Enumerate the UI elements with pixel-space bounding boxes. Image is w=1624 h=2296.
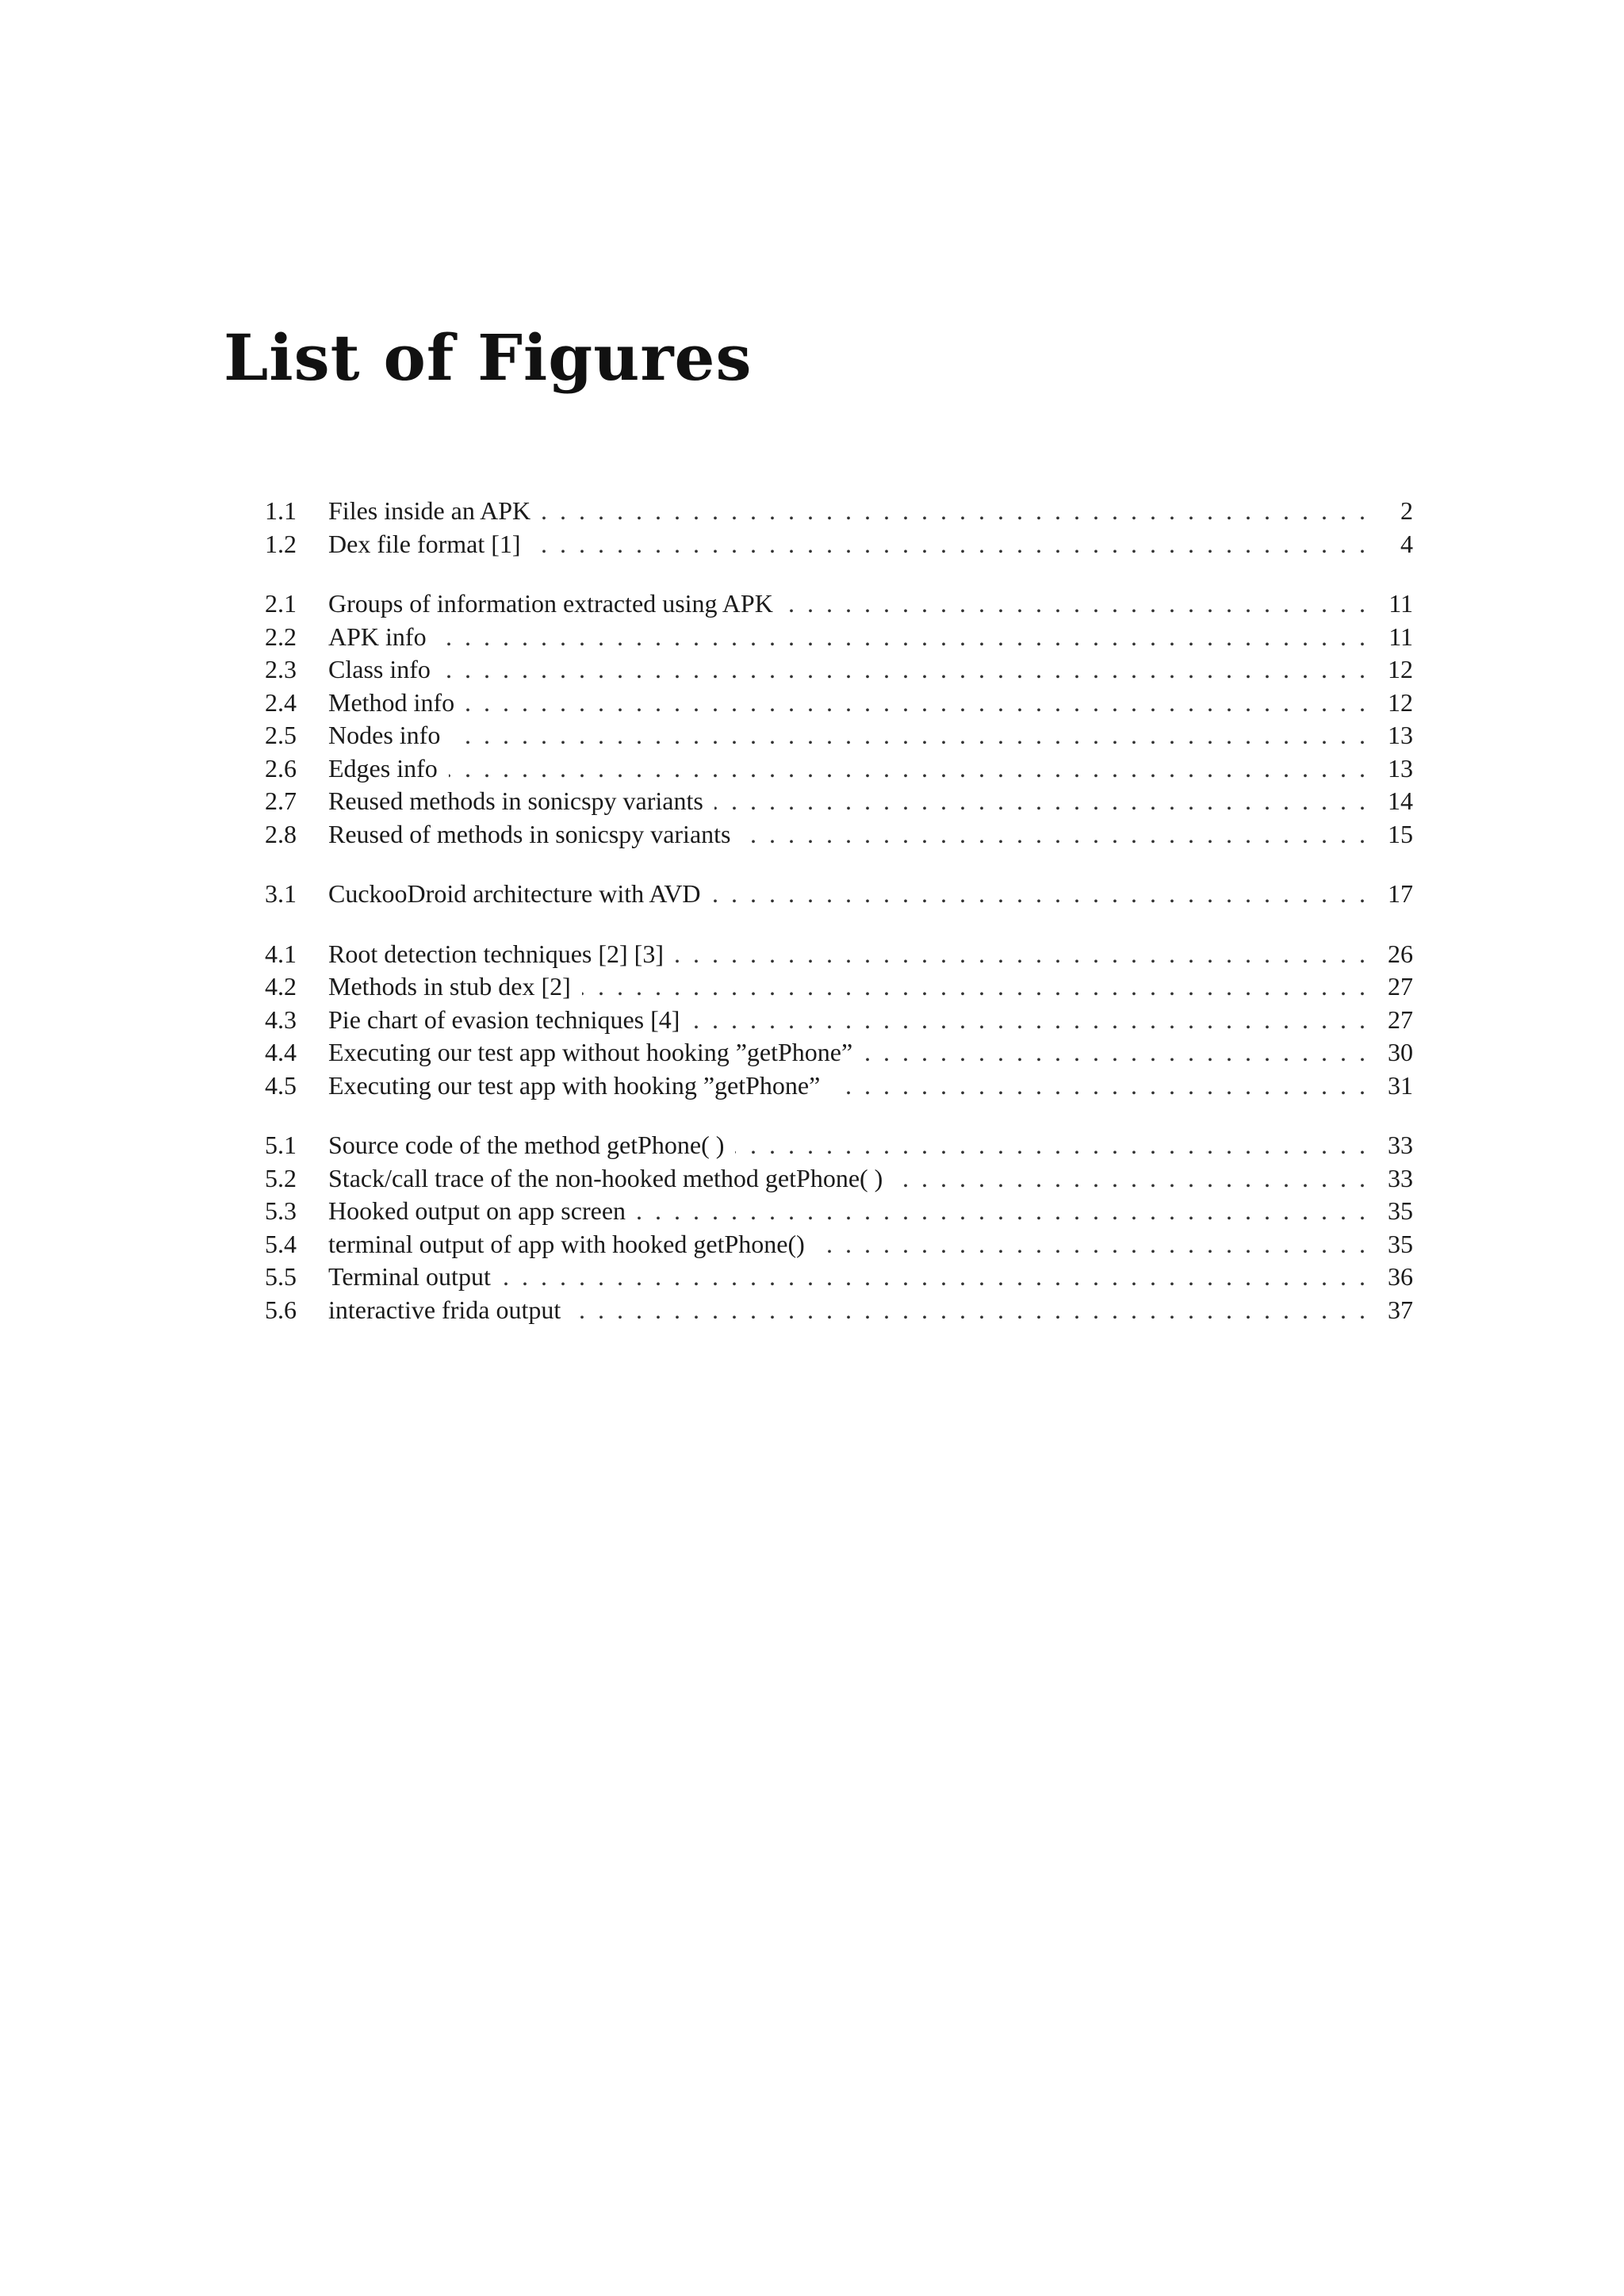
figure-number: 5.5 bbox=[265, 1262, 297, 1291]
figure-title: Dex file format [1] bbox=[328, 528, 532, 561]
figure-group bbox=[265, 587, 1413, 851]
dot-leader bbox=[691, 1004, 1365, 1037]
dot-leader bbox=[582, 970, 1365, 1004]
page-number: 31 bbox=[1388, 1070, 1413, 1100]
page-number: 4 bbox=[1400, 529, 1413, 558]
figure-number: 4.1 bbox=[265, 939, 297, 968]
page-number: 14 bbox=[1388, 786, 1413, 815]
dot-leader bbox=[894, 1162, 1365, 1196]
figure-title: Hooked output on app screen bbox=[328, 1195, 637, 1228]
dot-leader bbox=[735, 1129, 1365, 1162]
figure-entry[interactable] bbox=[265, 687, 1413, 720]
figure-number: 2.2 bbox=[265, 622, 297, 651]
dot-leader bbox=[465, 687, 1365, 720]
page-number: 12 bbox=[1388, 687, 1413, 717]
dot-leader bbox=[714, 785, 1365, 818]
figure-entry[interactable] bbox=[265, 495, 1413, 528]
dot-leader bbox=[542, 495, 1365, 528]
page-number: 11 bbox=[1388, 622, 1413, 651]
dot-leader bbox=[572, 1294, 1365, 1327]
figure-entry[interactable] bbox=[265, 1294, 1413, 1327]
page-number: 12 bbox=[1388, 655, 1413, 683]
page-number: 26 bbox=[1388, 939, 1413, 968]
page-number: 33 bbox=[1388, 1163, 1413, 1192]
figure-number: 2.8 bbox=[265, 819, 297, 848]
figure-title: Methods in stub dex [2] bbox=[328, 970, 582, 1004]
figure-entry[interactable] bbox=[265, 752, 1413, 786]
figure-entry[interactable] bbox=[265, 1261, 1413, 1294]
dot-leader bbox=[532, 528, 1365, 561]
dot-leader bbox=[442, 653, 1365, 687]
figure-title: Method info bbox=[328, 687, 465, 720]
figure-entry[interactable] bbox=[265, 1004, 1413, 1037]
figure-title: Nodes info bbox=[328, 719, 451, 752]
figure-number: 4.5 bbox=[265, 1070, 297, 1100]
figure-number: 1.1 bbox=[265, 496, 297, 525]
list-of-figures bbox=[265, 495, 1413, 1353]
figure-number: 4.3 bbox=[265, 1004, 297, 1034]
page-number: 15 bbox=[1388, 819, 1413, 848]
figure-number: 3.1 bbox=[265, 879, 297, 908]
figure-entry[interactable] bbox=[265, 587, 1413, 621]
figure-entry[interactable] bbox=[265, 528, 1413, 561]
page-number: 37 bbox=[1388, 1295, 1413, 1324]
figure-title: interactive frida output bbox=[328, 1294, 572, 1327]
page-title: List of Figures bbox=[224, 320, 753, 395]
figure-title: Pie chart of evasion techniques [4] bbox=[328, 1004, 691, 1037]
dot-leader bbox=[675, 938, 1365, 971]
figure-entry[interactable] bbox=[265, 1036, 1413, 1070]
figure-title: Stack/call trace of the non-hooked method getPhone( ) bbox=[328, 1162, 894, 1196]
page-number: 17 bbox=[1388, 879, 1413, 908]
figure-title: CuckooDroid architecture with AVD bbox=[328, 878, 712, 911]
figure-number: 1.2 bbox=[265, 529, 297, 558]
figure-title: Groups of information extracted using APK bbox=[328, 587, 784, 621]
figure-title: Reused of methods in sonicspy variants bbox=[328, 818, 741, 851]
figure-entry[interactable] bbox=[265, 938, 1413, 971]
dot-leader bbox=[784, 587, 1365, 621]
figure-number: 5.4 bbox=[265, 1229, 297, 1258]
dot-leader bbox=[449, 752, 1365, 786]
page-number: 33 bbox=[1388, 1131, 1413, 1159]
dot-leader bbox=[438, 621, 1365, 654]
dot-leader bbox=[741, 818, 1365, 851]
figure-number: 2.3 bbox=[265, 655, 297, 683]
figure-title: Terminal output bbox=[328, 1261, 502, 1294]
figure-title: APK info bbox=[328, 621, 438, 654]
figure-number: 2.7 bbox=[265, 786, 297, 815]
dot-leader bbox=[712, 878, 1365, 911]
page-number: 2 bbox=[1400, 496, 1413, 525]
dot-leader bbox=[451, 719, 1365, 752]
dot-leader bbox=[864, 1036, 1365, 1070]
dot-leader bbox=[637, 1195, 1365, 1228]
page-number: 13 bbox=[1388, 721, 1413, 749]
page-number: 13 bbox=[1388, 753, 1413, 783]
figure-number: 5.3 bbox=[265, 1196, 297, 1225]
figure-title: Executing our test app with hooking ”getPhone” bbox=[328, 1070, 831, 1103]
figure-number: 4.2 bbox=[265, 972, 297, 1001]
figure-entry[interactable] bbox=[265, 1129, 1413, 1162]
figure-entry[interactable] bbox=[265, 818, 1413, 851]
figure-entry[interactable] bbox=[265, 878, 1413, 911]
page-number: 35 bbox=[1388, 1229, 1413, 1258]
figure-title: Executing our test app without hooking ”getPhone” bbox=[328, 1036, 864, 1070]
figure-title: Reused methods in sonicspy variants bbox=[328, 785, 714, 818]
page-number: 35 bbox=[1388, 1196, 1413, 1225]
page-number: 36 bbox=[1388, 1262, 1413, 1291]
figure-title: terminal output of app with hooked getPhone() bbox=[328, 1228, 816, 1261]
figure-entry[interactable] bbox=[265, 621, 1413, 654]
page-number: 27 bbox=[1388, 1004, 1413, 1034]
dot-leader bbox=[816, 1228, 1365, 1261]
figure-entry[interactable] bbox=[265, 1162, 1413, 1196]
figure-group bbox=[265, 1129, 1413, 1326]
figure-title: Root detection techniques [2] [3] bbox=[328, 938, 675, 971]
page-number: 27 bbox=[1388, 972, 1413, 1001]
figure-title: Class info bbox=[328, 653, 442, 687]
figure-group bbox=[265, 495, 1413, 561]
dot-leader bbox=[502, 1261, 1365, 1294]
figure-number: 5.1 bbox=[265, 1131, 297, 1159]
figure-group bbox=[265, 878, 1413, 911]
figure-number: 2.5 bbox=[265, 721, 297, 749]
figure-number: 2.6 bbox=[265, 753, 297, 783]
figure-entry[interactable] bbox=[265, 719, 1413, 752]
figure-entry[interactable] bbox=[265, 785, 1413, 818]
figure-group bbox=[265, 938, 1413, 1103]
figure-title: Files inside an APK bbox=[328, 495, 542, 528]
figure-number: 5.2 bbox=[265, 1163, 297, 1192]
figure-number: 4.4 bbox=[265, 1038, 297, 1066]
page-number: 11 bbox=[1388, 589, 1413, 618]
page-number: 30 bbox=[1388, 1038, 1413, 1066]
figure-entry[interactable] bbox=[265, 1228, 1413, 1261]
figure-entry[interactable] bbox=[265, 1195, 1413, 1228]
figure-entry[interactable] bbox=[265, 653, 1413, 687]
figure-number: 2.4 bbox=[265, 687, 297, 717]
figure-number: 2.1 bbox=[265, 589, 297, 618]
figure-title: Edges info bbox=[328, 752, 449, 786]
figure-title: Source code of the method getPhone( ) bbox=[328, 1129, 735, 1162]
dot-leader bbox=[831, 1070, 1365, 1103]
figure-number: 5.6 bbox=[265, 1295, 297, 1324]
figure-entry[interactable] bbox=[265, 970, 1413, 1004]
figure-entry[interactable] bbox=[265, 1070, 1413, 1103]
